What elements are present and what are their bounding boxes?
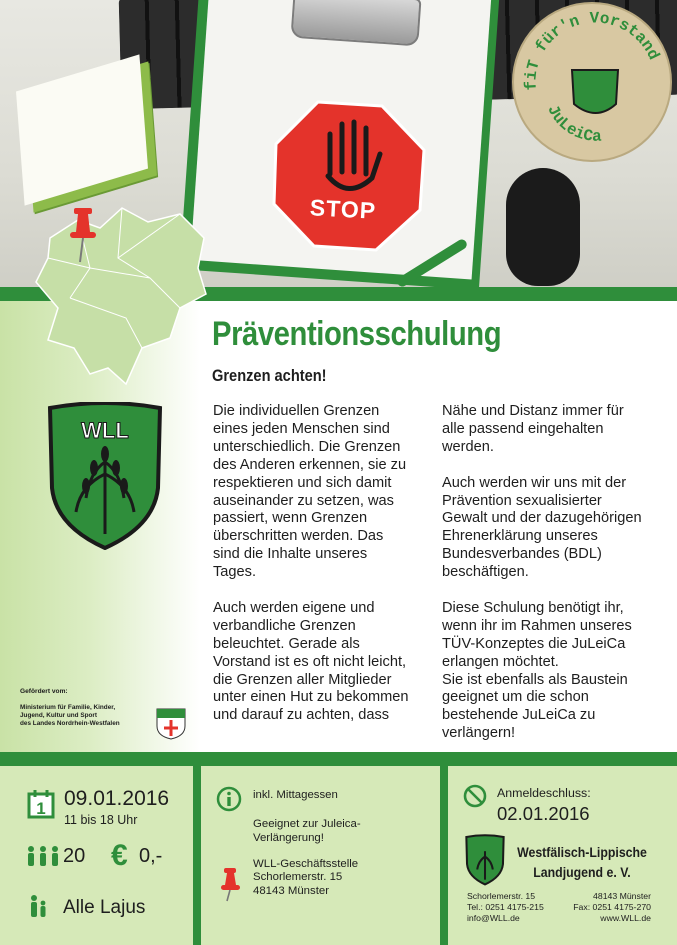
- venue-address: [253, 858, 403, 898]
- stop-sign-text: STOP: [309, 194, 377, 224]
- event-date: 09.01.2016: [64, 787, 170, 810]
- body-column-left: [213, 403, 413, 743]
- body-paragraph: Auch werden wir uns mit der Prävention sexualisierter Gewalt und der dazugehörigen Ehrenerklärung unseres Bundesverbandes (BDL) beschäftigen.: [442, 474, 642, 581]
- address-street: Schorlemerstr. 15: [467, 891, 536, 901]
- lunch-note: inkl. Mittagessen: [253, 789, 338, 801]
- event-time: 11 bis 18 Uhr: [64, 813, 138, 827]
- target-group: Alle Lajus: [63, 897, 146, 918]
- footer-divider: [193, 766, 201, 945]
- body-paragraph: Nähe und Distanz immer für alle passend eingehalten werden.: [442, 403, 624, 455]
- computer-mouse-image: [506, 168, 580, 286]
- org-line-1: Westfälisch-Lippische: [517, 845, 647, 860]
- deadline-date: 02.01.2016: [497, 803, 590, 824]
- map-pin-icon: [218, 866, 244, 902]
- map-pin-icon: [64, 204, 104, 264]
- deadline-label: Anmeldeschluss:: [497, 786, 591, 800]
- website-link[interactable]: www.WLL.de: [600, 913, 651, 923]
- phone-number: Tel.: 0251 4175-215: [467, 902, 544, 912]
- contact-row: [467, 902, 651, 913]
- email-link[interactable]: info@WLL.de: [467, 913, 520, 923]
- wll-crest-logo: [46, 402, 164, 550]
- address-city: 48143 Münster: [593, 891, 651, 901]
- nrw-map-icon: [30, 198, 210, 388]
- web-row: [467, 913, 651, 924]
- info-icon: [216, 786, 242, 812]
- fax-number: Fax: 0251 4175-270: [573, 902, 651, 912]
- body-paragraph: Auch werden eigene und verbandliche Grenzen beleuchtet. Gerade als Vorstand ist es oft nicht leicht, die Grenzen aller Mitglieder unter einen Hut zu bekommen und darauf zu achten, dass: [213, 599, 409, 724]
- funding-heading: Gefördert vom:: [20, 688, 68, 695]
- person-icon: [28, 895, 48, 917]
- juleica-badge-graphic: [514, 4, 674, 164]
- participant-count: 20: [63, 845, 86, 867]
- wll-crest-small-logo: [465, 834, 505, 886]
- body-paragraph: Diese Schulung benötigt ihr, wenn ihr im Rahmen unseres TÜV-Konzeptes die JuLeiCa erlangen möchtet. Sie ist ebenfalls als Baustein geeignet um die schon bestehende JuLeiCa zu verlängern!: [442, 599, 632, 742]
- body-column-right: [442, 403, 662, 761]
- badge-text-top: fiT für'n Vorstand: [522, 9, 663, 91]
- calendar-day: 1: [36, 799, 46, 818]
- crest-text: WLL: [81, 418, 129, 443]
- page-title: Präventionsschulung: [212, 315, 502, 353]
- funding-notice: [20, 688, 150, 701]
- ministry-name: Ministerium für Familie, Kinder, Jugend, Kultur und Sport des Landes Nordrhein-Westfalen: [20, 704, 120, 727]
- venue-name: WLL-Geschäftsstelle: [253, 858, 359, 870]
- org-line-2: Landjugend e. V.: [533, 865, 631, 880]
- no-sign-icon: [463, 784, 487, 808]
- juleica-badge: [512, 2, 672, 162]
- badge-text-bottom: JuLeiCa: [543, 102, 602, 146]
- venue-street: Schorlemerstr. 15: [253, 871, 343, 884]
- stop-sign-icon: [268, 96, 428, 256]
- group-icon: [26, 846, 60, 866]
- body-paragraph: Die individuellen Grenzen eines jeden Menschen sind unterschiedlich. Die Grenzen des Anderen erkennen, sie zu respektieren und sich damit auseinander zu setzen, was passiert, wenn Grenzen überschritten werden. Das sind die Inhalte unseres Tages.: [213, 403, 407, 581]
- event-price: 0,-: [139, 845, 163, 867]
- address-row: [467, 891, 651, 902]
- nrw-coat-of-arms-icon: [154, 706, 188, 740]
- calendar-icon: [27, 789, 55, 819]
- organization-name: [513, 843, 651, 883]
- euro-icon: €: [111, 839, 128, 872]
- juleica-note: Geeignet zur Juleica- Verlängerung!: [253, 818, 361, 845]
- sticky-note-pad: [16, 54, 148, 205]
- bottom-green-band: [0, 752, 677, 766]
- page-subtitle: Grenzen achten!: [212, 366, 327, 385]
- footer-divider: [440, 766, 448, 945]
- venue-city: 48143 Münster: [253, 884, 329, 897]
